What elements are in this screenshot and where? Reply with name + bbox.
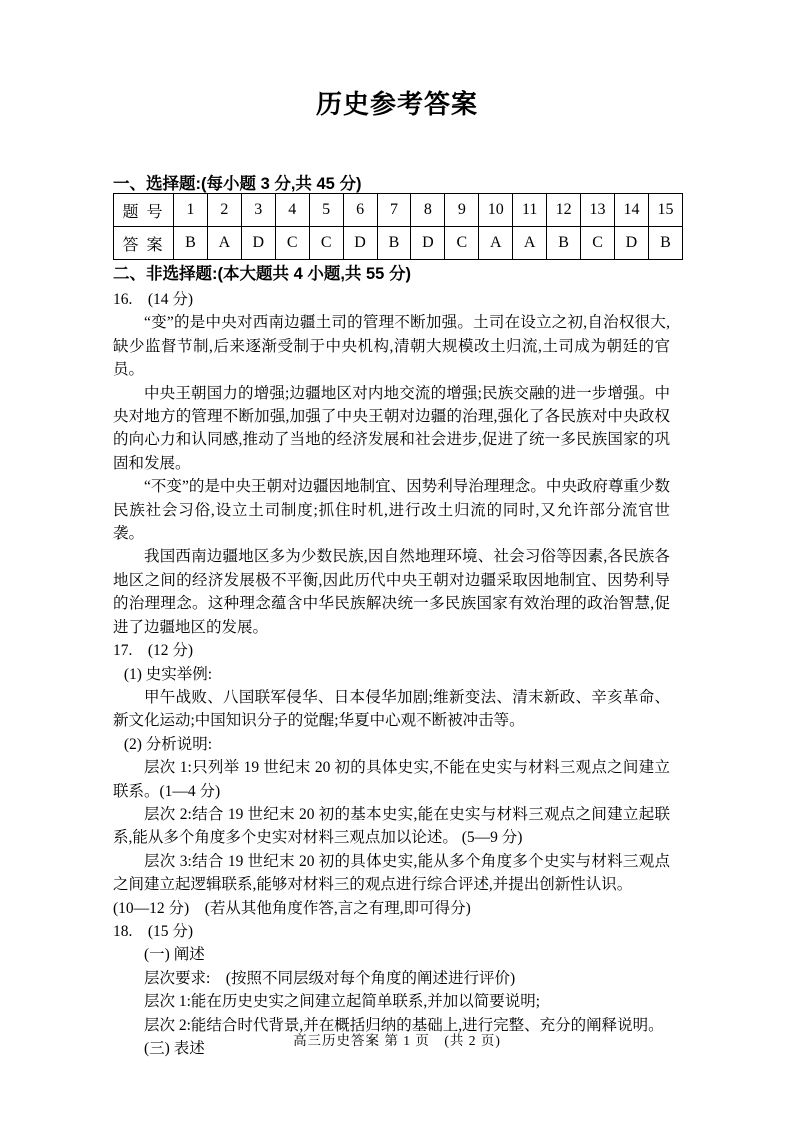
answer-cell: C — [445, 227, 479, 260]
answer-line: (1) 史实举例: — [123, 665, 213, 683]
answer-line: (一) 阐述 — [144, 946, 205, 964]
question-number-cell: 13 — [581, 194, 615, 227]
answer-cell: C — [581, 227, 615, 260]
answer-row — [114, 227, 683, 260]
answer-cell: A — [207, 227, 241, 260]
answer-cell: B — [174, 227, 208, 260]
answer-cell: B — [648, 227, 682, 260]
answer-line: 18. (15 分) — [113, 922, 194, 940]
answer-cell: A — [479, 227, 513, 260]
question-number-cell: 8 — [411, 194, 445, 227]
answer-cell: C — [309, 227, 343, 260]
question-number-cell: 4 — [275, 194, 309, 227]
answer-label: 答 案 — [114, 227, 174, 260]
question-number-cell: 15 — [648, 194, 682, 227]
question-number-cell: 1 — [174, 194, 208, 227]
answer-line: 甲午战败、八国联军侵华、日本侵华加剧;维新变法、清末新政、辛亥革命、新文化运动;中国知识分子的觉醒;华夏中心观不断被冲击等。 — [113, 688, 670, 730]
question-number-cell: 5 — [309, 194, 343, 227]
answer-content — [113, 288, 670, 1060]
answer-cell: A — [513, 227, 547, 260]
question-number-cell: 11 — [513, 194, 547, 227]
page-footer: 高三历史答案 第 1 页 (共 2 页) — [293, 1033, 501, 1048]
answer-line: “不变”的是中央王朝对边疆因地制宜、因势利导治理理念。中央政府尊重少数民族社会习俗,设立土司制度;抓住时机,进行改土归流的同时,又允许部分流官世袭。 — [113, 478, 670, 543]
answer-line: “变”的是中央对西南边疆土司的管理不断加强。土司在设立之初,自治权很大,缺少监督节制,后来逐渐受制于中央机构,清朝大规模改土归流,土司成为朝廷的官员。 — [113, 314, 670, 379]
question-number-cell: 10 — [479, 194, 513, 227]
question-number-cell: 9 — [445, 194, 479, 227]
answer-cell: B — [547, 227, 581, 260]
question-number-label: 题 号 — [114, 194, 174, 227]
answer-line: 16. (14 分) — [113, 291, 194, 308]
answer-line: 中央王朝国力的增强;边疆地区对内地交流的增强;民族交融的进一步增强。中央对地方的管理不断加强,加强了中央王朝对边疆的治理,强化了各民族对中央政权的向心力和认同感,推动了当地的经济发展和社会进步,促进了统一多民族国家的巩固和发展。 — [113, 384, 670, 472]
answer-cell: D — [614, 227, 648, 260]
answer-line: 17. (12 分) — [113, 642, 194, 660]
question-number-row — [114, 194, 683, 227]
document-title: 历史参考答案 — [315, 89, 478, 119]
answer-cell: D — [343, 227, 377, 260]
question-number-cell: 3 — [241, 194, 275, 227]
section1-heading: 一、选择题:(每小题 3 分,共 45 分) — [113, 175, 362, 193]
answer-line: 层次 2:能结合时代背景,并在概括归纳的基础上,进行完整、充分的阐释说明。 — [144, 1016, 664, 1034]
answer-cell: C — [275, 227, 309, 260]
question-number-cell: 7 — [377, 194, 411, 227]
answer-cell: B — [377, 227, 411, 260]
answer-line: 我国西南边疆地区多为少数民族,因自然地理环境、社会习俗等因素,各民族各地区之间的经济发展极不平衡,因此历代中央王朝对边疆采取因地制宜、因势利导的治理理念。这种理念蕴含中华民族解决统一多民族国家有效治理的政治智慧,促进了边疆地区的发展。 — [113, 548, 670, 636]
answer-cell: D — [241, 227, 275, 260]
answer-line: 层次 1:只列举 19 世纪末 20 初的具体史实,不能在史实与材料三观点之间建立联系。(1—4 分) — [113, 759, 670, 800]
question-number-cell: 12 — [547, 194, 581, 227]
answer-line: (三) 表述 — [144, 1040, 205, 1057]
answer-line: 层次 1:能在历史史实之间建立起简单联系,并加以简要说明; — [144, 993, 541, 1011]
question-number-cell: 2 — [207, 194, 241, 227]
answer-table — [113, 193, 683, 260]
question-number-cell: 6 — [343, 194, 377, 227]
answer-line: (2) 分析说明: — [123, 735, 213, 753]
answer-cell: D — [411, 227, 445, 260]
section2-heading: 二、非选择题:(本大题共 4 小题,共 55 分) — [113, 265, 411, 283]
answer-line: 层次 2:结合 19 世纪末 20 初的基本史实,能在史实与材料三观点之间建立起联系,能从多个角度多个史实对材料三观点加以论述。 (5—9 分) — [113, 805, 670, 847]
answer-line: 层次 3:结合 19 世纪末 20 初的具体史实,能从多个角度多个史实与材料三观点之间建立起逻辑联系,能够对材料三的观点进行综合评述,并提出创新性认识。 — [113, 852, 670, 894]
answer-line: 层次要求: (按照不同层级对每个角度的阐述进行评价) — [144, 969, 516, 987]
question-number-cell: 14 — [614, 194, 648, 227]
answer-line: (10—12 分) (若从其他角度作答,言之有理,即可得分) — [113, 899, 471, 917]
